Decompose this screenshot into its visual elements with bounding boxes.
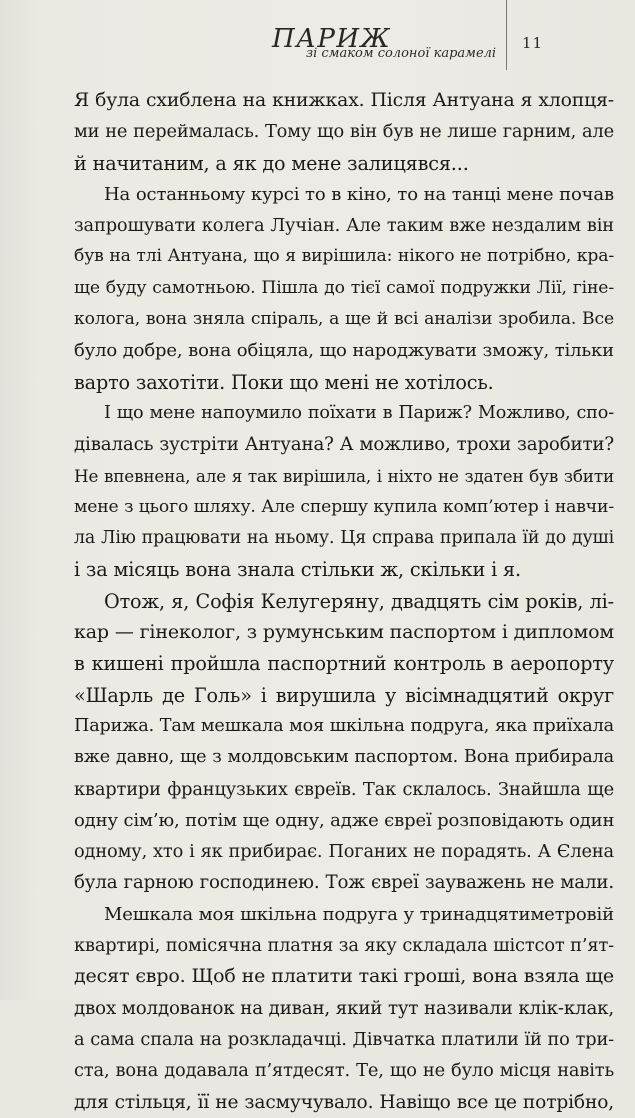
text-line: колога, вона зняла спіраль, а ще й всі аналізи зробила. Все	[74, 309, 614, 330]
text-line: ла Лію працювати на ньому. Ця справа припала їй до душі	[74, 528, 614, 549]
text-line: було добре, вона обіцяла, що народжувати зможу, тільки	[74, 340, 614, 362]
text-line: й начитаним, а як до мене залицявся...	[74, 151, 469, 175]
text-line: ста, вона додавала п’ятдесят. Те, що не було місця навіть	[74, 1060, 614, 1082]
text-line: Отож, я, Софія Келугеряну, двадцять сім років, лі-	[104, 589, 614, 613]
text-line: На останньому курсі то в кіно, то на танці мене почав	[104, 183, 614, 205]
text-line: Мешкала моя шкільна подруга у тринадцятиметровій	[104, 903, 614, 925]
header-divider	[506, 0, 507, 70]
text-line: дівалась зустріти Антуана? А можливо, трохи заробити?	[74, 434, 614, 456]
text-line: І що мене напоумило поїхати в Париж? Можливо, спо-	[104, 402, 614, 423]
running-header	[0, 0, 635, 80]
text-line: була гарною господинею. Тож євреї зауважень не мали.	[74, 872, 614, 894]
text-line: запрошувати колега Лучіан. Але таким вже нездалим він	[74, 215, 614, 237]
text-line: Не впевнена, але я так вирішила, і ніхто не здатен був збити	[74, 465, 614, 486]
text-line: мене з цього шляху. Але спершу купила комп’ютер і навчи-	[74, 496, 614, 517]
text-line: Я була схиблена на книжках. Після Антуана я хлопця-	[74, 90, 614, 111]
text-line: квартири французьких євреїв. Так склалось. Знайшла ще	[74, 778, 614, 800]
page-number: 11	[522, 34, 544, 52]
text-line: ми не переймалась. Тому що він був не лише гарним, але	[74, 121, 614, 143]
text-line: десят євро. Щоб не платити такі гроші, вона взяла ще	[74, 965, 614, 988]
text-line: двох молдованок на диван, який тут називали клік-клак,	[74, 997, 614, 1019]
text-line: в кишені пройшла паспортний контроль в аеропорту	[74, 652, 614, 676]
text-line: був на тлі Антуана, що я вирішила: нікого не потрібно, кра-	[74, 246, 614, 267]
text-line: вже давно, ще з молдовським паспортом. Вона прибирала	[74, 747, 614, 768]
text-line: і за місяць вона знала стільки ж, скільки і я.	[74, 558, 521, 582]
text-line: ще буду самотньою. Пішла до тієї самої подружки Лії, гіне-	[74, 277, 614, 298]
text-line: а сама спала на розкладачці. Дівчатка платили їй по три-	[74, 1028, 614, 1050]
text-line: Парижа. Там мешкала моя шкільна подруга, яка приїхала	[74, 715, 614, 736]
body-text	[74, 85, 614, 1118]
text-line: квартирі, помісячна платня за яку складала шістсот п’ят-	[74, 935, 614, 957]
text-line: «Шарль де Голь» і вирушила у вісімнадцятий округ	[74, 683, 614, 707]
text-line: кар — гінеколог, з румунським паспортом і дипломом	[74, 621, 614, 644]
text-line: одну сім’ю, потім ще одну, адже євреї розповідають один	[74, 809, 615, 831]
text-line: одному, хто і як прибирає. Поганих не порадять. А Єлена	[74, 841, 614, 863]
text-line: варто захотіти. Поки що мені не хотілось.	[74, 370, 494, 394]
running-subtitle: зі смаком солоної карамелі	[306, 46, 497, 61]
running-title: ПАРИЖ	[272, 24, 392, 54]
text-line: для стільця, її не засмучувало. Навіщо все це потрібно,	[74, 1091, 614, 1113]
